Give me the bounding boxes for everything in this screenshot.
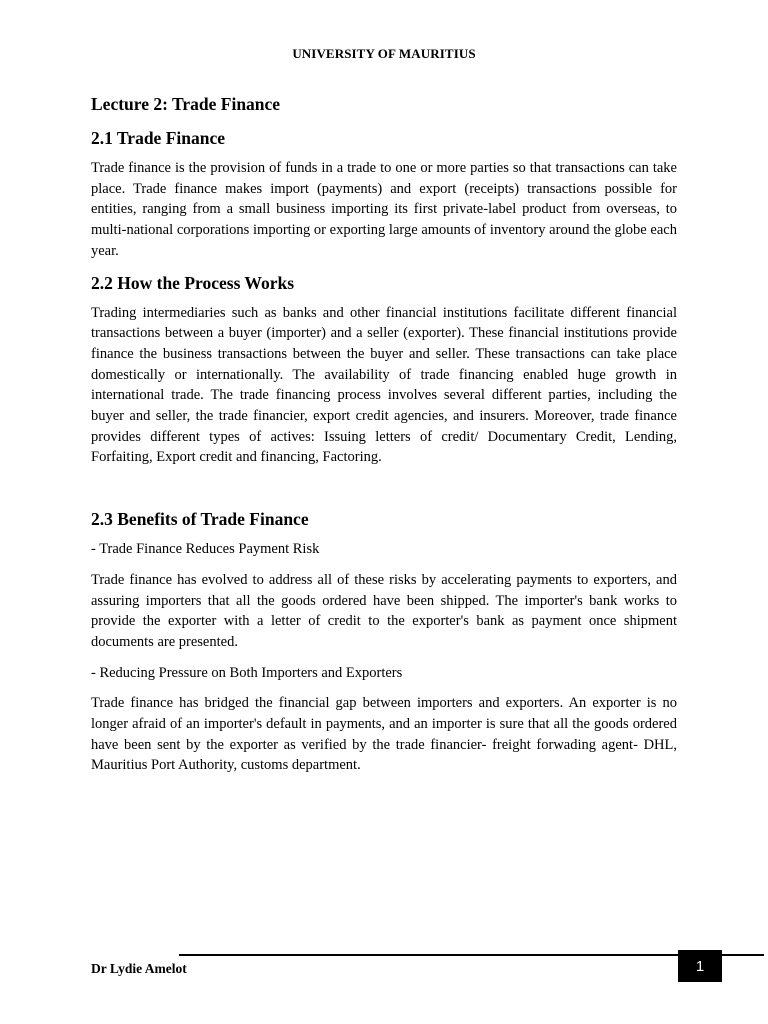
page-header: UNIVERSITY OF MAURITIUS	[292, 46, 476, 61]
footer-divider	[179, 954, 764, 956]
section-heading-2-1: 2.1 Trade Finance	[91, 128, 226, 148]
section-heading-2-3: 2.3 Benefits of Trade Finance	[91, 509, 309, 530]
section-2-1-paragraph: Trade finance is the provision of funds in a trade to one or more parties so that transactions can take place. Trade finance makes import (payments) and export (receipts) transactions possible for entities, ranging from a small business importing its first private-label product from overseas, to multi-national corporations importing or exporting large amounts of inventory around the globe each year.	[91, 160, 677, 259]
section-heading-2-2: 2.2 How the Process Works	[91, 272, 295, 293]
section-spacer	[91, 478, 677, 508]
lecture-title: Lecture 2: Trade Finance	[91, 94, 281, 114]
page-number: 1	[678, 950, 722, 982]
benefit-1-heading: - Trade Finance Reduces Payment Risk	[91, 541, 320, 558]
benefit-2-heading: - Reducing Pressure on Both Importers and Exporters	[91, 664, 403, 681]
benefit-1-paragraph: Trade finance has evolved to address all of these risks by accelerating payments to exporters, and assuring importers that all the goods ordered have been shipped. The importer's bank works to provide the exporter with a letter of credit to the exporter's bank as payment once shipment documents are presented.	[91, 571, 677, 650]
section-2-2-paragraph: Trading intermediaries such as banks and other financial institutions facilitate different financial transactions between a buyer (importer) and a seller (exporter). These financial institutions provide finance the business transactions between the buyer and seller. These transactions can take place domestically or internationally. The availability of trade financing enabled huge growth in international trade. The trade financing process involves several different parties, including the buyer and seller, the trade financier, export credit agencies, and insurers. Moreover, trade finance provides different types of actives: Issuing letters of credit/ Documentary Credit, Lending, Forfaiting, Export credit and financing, Factoring.	[91, 304, 677, 466]
document-body	[91, 93, 677, 786]
footer-author: Dr Lydie Amelot	[91, 961, 187, 976]
benefit-2-paragraph: Trade finance has bridged the financial gap between importers and exporters. An exporter is no longer afraid of an importer's default in payments, and an importer is sure that all the goods ordered have been sent by the exporter as verified by the trade financier- freight forwading agent- DHL, Mauritius Port Authority, customs department.	[91, 695, 677, 774]
